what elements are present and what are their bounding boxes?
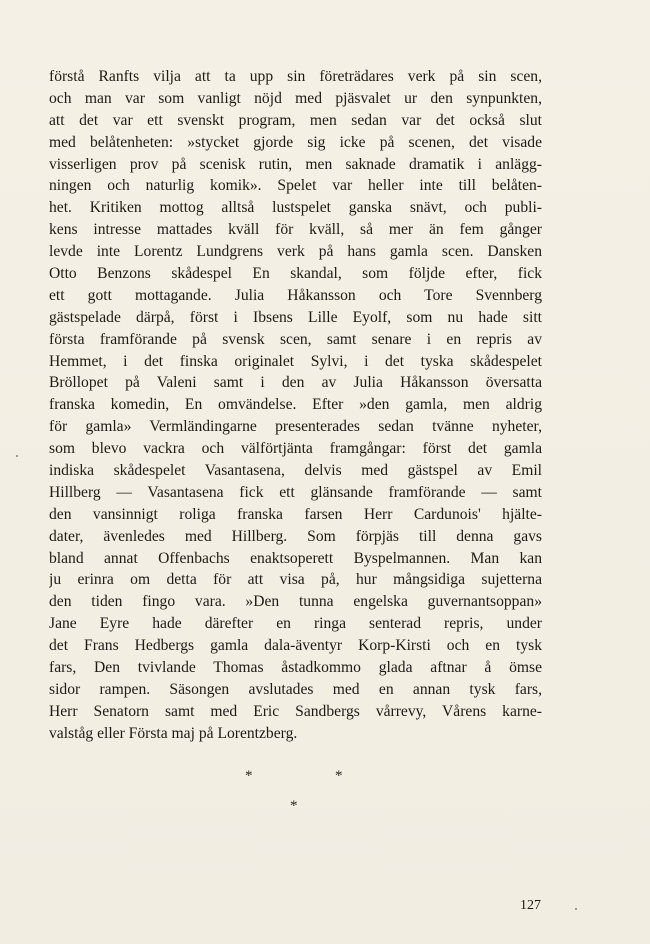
text-line: gästspelade därpå, först i Ibsens Lille Eyolf, som nu hade sitt — [49, 308, 542, 326]
text-line: den vansinnigt roliga franska farsen Herr Cardunois' hjälte- — [49, 505, 542, 523]
text-line: bland annat Offenbachs enaktsoperett Byspelmannen. Man kan — [49, 549, 542, 567]
text-line: som blevo vackra och välförtjänta framgångar: först det gamla — [49, 440, 542, 458]
text-line: ett gott mottagande. Julia Håkansson och Tore Svennberg — [49, 286, 542, 304]
text-line: sidor rampen. Säsongen avslutades med en annan tysk fars, — [49, 680, 542, 698]
text-line: Herr Senatorn samt med Eric Sandbergs vårrevy, Vårens karne- — [49, 702, 542, 720]
asterism-star-icon: * — [335, 768, 343, 784]
text-line: indiska skådespelet Vasantasena, delvis med gästspel av Emil — [49, 462, 542, 480]
text-line: Jane Eyre hade därefter en ringa senterad repris, under — [49, 615, 542, 633]
text-line: förstå Ranfts vilja att ta upp sin företrädares verk på sin scen, — [49, 68, 542, 85]
text-line: det Frans Hedbergs gamla dala-äventyr Korp-Kirsti och en tysk — [49, 637, 542, 655]
body-text — [49, 66, 542, 745]
text-line: Hemmet, i det finska originalet Sylvi, i det tyska skådespelet — [49, 352, 542, 370]
text-line: den tiden fingo vara. »Den tunna engelska guvernantsoppan» — [49, 593, 542, 611]
text-line: ningen och naturlig komik». Spelet var heller inte till belåten- — [49, 177, 542, 195]
text-line: Bröllopet på Valeni samt i den av Julia Håkansson översatta — [49, 374, 542, 392]
text-line: första framförande på svensk scen, samt senare i en repris av — [49, 330, 542, 348]
text-line: för gamla» Vermländingarne presenterades sedan tvänne nyheter, — [49, 418, 542, 436]
text-line: franska komedin, En omvändelse. Efter »den gamla, men aldrig — [49, 396, 542, 414]
text-line: levde inte Lorentz Lundgrens verk på hans gamla scen. Dansken — [49, 243, 542, 261]
text-line: med belåtenheten: »stycket gjorde sig icke på scenen, det visade — [49, 133, 542, 151]
text-line: fars, Den tvivlande Thomas åstadkommo glada aftnar å ömse — [49, 659, 542, 677]
asterism-star-icon: * — [245, 768, 253, 784]
page-number: 127 — [520, 898, 541, 913]
text-line: visserligen prov på scenisk rutin, men saknade dramatik i anlägg- — [49, 155, 542, 173]
asterism-star-icon: * — [290, 798, 298, 814]
text-line: Hillberg — Vasantasena fick ett glänsande framförande — samt — [49, 483, 542, 501]
text-line: Otto Benzons skådespel En skandal, som följde efter, fick — [49, 265, 542, 283]
text-line: ju erinra om detta för att visa på, hur mångsidiga sujetterna — [49, 571, 542, 589]
text-line: att det var ett svenskt program, men sedan var det också slut — [49, 111, 542, 129]
text-line: het. Kritiken mottog alltså lustspelet ganska snävt, och publi- — [49, 199, 542, 217]
paper-speck — [16, 455, 18, 457]
text-line: kens intresse mattades kväll för kväll, så mer än fem gånger — [49, 221, 542, 239]
text-line: dater, ävenledes med Hillberg. Som förpjäs till denna gavs — [49, 527, 542, 545]
paper-speck — [575, 908, 577, 910]
text-line-last: valståg eller Första maj på Lorentzberg. — [49, 724, 298, 742]
text-line: och man var som vanligt nöjd med pjäsvalet ur den synpunkten, — [49, 89, 542, 107]
